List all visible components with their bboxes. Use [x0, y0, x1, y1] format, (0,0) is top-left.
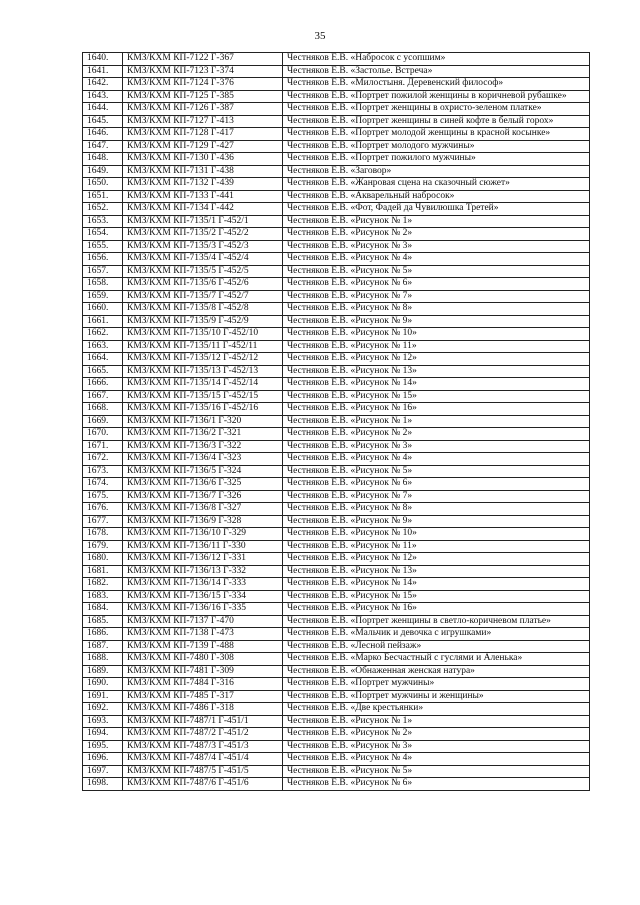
- row-number-cell: 1680.: [83, 553, 123, 566]
- table-row: [83, 703, 590, 716]
- row-number-cell: 1649.: [83, 165, 123, 178]
- row-number-cell: 1677.: [83, 515, 123, 528]
- artwork-title-cell: Честняков Е.В. «Рисунок № 4»: [283, 753, 590, 766]
- table-row: [83, 653, 590, 666]
- table-row: [83, 78, 590, 91]
- inventory-code-cell: КМЗ/КХМ КП-7487/1 Г-451/1: [123, 715, 283, 728]
- table-row: [83, 90, 590, 103]
- row-number-cell: 1662.: [83, 328, 123, 341]
- artwork-title-cell: Честняков Е.В. «Портрет молодого мужчины»: [283, 140, 590, 153]
- table-row: [83, 353, 590, 366]
- row-number-cell: 1647.: [83, 140, 123, 153]
- inventory-code-cell: КМЗ/КХМ КП-7136/13 Г-332: [123, 565, 283, 578]
- row-number-cell: 1658.: [83, 278, 123, 291]
- row-number-cell: 1650.: [83, 178, 123, 191]
- table-row: [83, 565, 590, 578]
- table-row: [83, 478, 590, 491]
- artwork-title-cell: Честняков Е.В. «Портрет женщины в охристо-зеленом платке»: [283, 103, 590, 116]
- table-row: [83, 128, 590, 141]
- table-row: [83, 665, 590, 678]
- artwork-title-cell: Честняков Е.В. «Рисунок № 13»: [283, 365, 590, 378]
- table-row: [83, 215, 590, 228]
- artwork-title-cell: Честняков Е.В. «Рисунок № 11»: [283, 540, 590, 553]
- inventory-code-cell: КМЗ/КХМ КП-7135/7 Г-452/7: [123, 290, 283, 303]
- artwork-title-cell: Честняков Е.В. «Рисунок № 4»: [283, 253, 590, 266]
- artwork-title-cell: Честняков Е.В. «Рисунок № 12»: [283, 553, 590, 566]
- table-row: [83, 740, 590, 753]
- table-row: [83, 190, 590, 203]
- row-number-cell: 1695.: [83, 740, 123, 753]
- artwork-title-cell: Честняков Е.В. «Обнаженная женская натура»: [283, 665, 590, 678]
- row-number-cell: 1671.: [83, 440, 123, 453]
- row-number-cell: 1676.: [83, 503, 123, 516]
- row-number-cell: 1698.: [83, 778, 123, 791]
- table-row: [83, 140, 590, 153]
- artwork-title-cell: Честняков Е.В. «Заговор»: [283, 165, 590, 178]
- table-row: [83, 728, 590, 741]
- row-number-cell: 1661.: [83, 315, 123, 328]
- artwork-title-cell: Честняков Е.В. «Рисунок № 14»: [283, 378, 590, 391]
- row-number-cell: 1664.: [83, 353, 123, 366]
- artwork-title-cell: Честняков Е.В. «Портрет мужчины»: [283, 678, 590, 691]
- inventory-code-cell: КМЗ/КХМ КП-7135/6 Г-452/6: [123, 278, 283, 291]
- artwork-title-cell: Честняков Е.В. «Рисунок № 7»: [283, 490, 590, 503]
- inventory-code-cell: КМЗ/КХМ КП-7126 Г-387: [123, 103, 283, 116]
- artwork-title-cell: Честняков Е.В. «Рисунок № 5»: [283, 465, 590, 478]
- artwork-title-cell: Честняков Е.В. «Рисунок № 1»: [283, 415, 590, 428]
- inventory-code-cell: КМЗ/КХМ КП-7123 Г-374: [123, 65, 283, 78]
- inventory-code-cell: КМЗ/КХМ КП-7128 Г-417: [123, 128, 283, 141]
- table-row: [83, 278, 590, 291]
- inventory-code-cell: КМЗ/КХМ КП-7127 Г-413: [123, 115, 283, 128]
- inventory-code-cell: КМЗ/КХМ КП-7487/3 Г-451/3: [123, 740, 283, 753]
- table-row: [83, 465, 590, 478]
- row-number-cell: 1653.: [83, 215, 123, 228]
- artwork-title-cell: Честняков Е.В. «Лесной пейзаж»: [283, 640, 590, 653]
- table-row: [83, 390, 590, 403]
- table-row: [83, 553, 590, 566]
- artwork-title-cell: Честняков Е.В. «Набросок с усопшим»: [283, 53, 590, 66]
- artwork-title-cell: Честняков Е.В. «Рисунок № 11»: [283, 340, 590, 353]
- table-row: [83, 453, 590, 466]
- row-number-cell: 1644.: [83, 103, 123, 116]
- artwork-title-cell: Честняков Е.В. «Две крестьянки»: [283, 703, 590, 716]
- row-number-cell: 1696.: [83, 753, 123, 766]
- row-number-cell: 1679.: [83, 540, 123, 553]
- row-number-cell: 1684.: [83, 603, 123, 616]
- artwork-title-cell: Честняков Е.В. «Рисунок № 15»: [283, 390, 590, 403]
- artwork-title-cell: Честняков Е.В. «Рисунок № 10»: [283, 328, 590, 341]
- artwork-title-cell: Честняков Е.В. «Портрет женщины в синей кофте в белый горох»: [283, 115, 590, 128]
- row-number-cell: 1675.: [83, 490, 123, 503]
- inventory-code-cell: КМЗ/КХМ КП-7133 Г-441: [123, 190, 283, 203]
- row-number-cell: 1683.: [83, 590, 123, 603]
- inventory-code-cell: КМЗ/КХМ КП-7136/7 Г-326: [123, 490, 283, 503]
- artwork-title-cell: Честняков Е.В. «Рисунок № 7»: [283, 290, 590, 303]
- row-number-cell: 1681.: [83, 565, 123, 578]
- inventory-code-cell: КМЗ/КХМ КП-7487/4 Г-451/4: [123, 753, 283, 766]
- table-row: [83, 528, 590, 541]
- artwork-title-cell: Честняков Е.В. «Марко Бесчастный с гуслями и Аленька»: [283, 653, 590, 666]
- table-row: [83, 615, 590, 628]
- artwork-title-cell: Честняков Е.В. «Рисунок № 2»: [283, 228, 590, 241]
- artwork-title-cell: Честняков Е.В. «Рисунок № 5»: [283, 265, 590, 278]
- row-number-cell: 1670.: [83, 428, 123, 441]
- inventory-code-cell: КМЗ/КХМ КП-7135/9 Г-452/9: [123, 315, 283, 328]
- table-row: [83, 715, 590, 728]
- artwork-title-cell: Честняков Е.В. «Рисунок № 9»: [283, 515, 590, 528]
- table-row: [83, 365, 590, 378]
- inventory-code-cell: КМЗ/КХМ КП-7125 Г-385: [123, 90, 283, 103]
- table-row: [83, 203, 590, 216]
- row-number-cell: 1645.: [83, 115, 123, 128]
- row-number-cell: 1651.: [83, 190, 123, 203]
- inventory-code-cell: КМЗ/КХМ КП-7135/5 Г-452/5: [123, 265, 283, 278]
- artwork-title-cell: Честняков Е.В. «Портрет пожилой женщины в коричневой рубашке»: [283, 90, 590, 103]
- table-row: [83, 53, 590, 66]
- artwork-title-cell: Честняков Е.В. «Рисунок № 3»: [283, 240, 590, 253]
- artwork-title-cell: Честняков Е.В. «Рисунок № 10»: [283, 528, 590, 541]
- artwork-title-cell: Честняков Е.В. «Рисунок № 4»: [283, 453, 590, 466]
- row-number-cell: 1692.: [83, 703, 123, 716]
- artwork-title-cell: Честняков Е.В. «Портрет молодой женщины в красной косынке»: [283, 128, 590, 141]
- inventory-code-cell: КМЗ/КХМ КП-7130 Г-436: [123, 153, 283, 166]
- table-row: [83, 690, 590, 703]
- artwork-title-cell: Честняков Е.В. «Жанровая сцена на сказочный сюжет»: [283, 178, 590, 191]
- inventory-code-cell: КМЗ/КХМ КП-7137 Г-470: [123, 615, 283, 628]
- inventory-code-cell: КМЗ/КХМ КП-7136/3 Г-322: [123, 440, 283, 453]
- row-number-cell: 1690.: [83, 678, 123, 691]
- row-number-cell: 1688.: [83, 653, 123, 666]
- inventory-code-cell: КМЗ/КХМ КП-7136/6 Г-325: [123, 478, 283, 491]
- table-row: [83, 415, 590, 428]
- artwork-title-cell: Честняков Е.В. «Рисунок № 5»: [283, 765, 590, 778]
- artwork-title-cell: Честняков Е.В. «Рисунок № 14»: [283, 578, 590, 591]
- table-row: [83, 303, 590, 316]
- table-row: [83, 603, 590, 616]
- registry-table: [82, 52, 590, 791]
- artwork-title-cell: Честняков Е.В. «Акварельный набросок»: [283, 190, 590, 203]
- artwork-title-cell: Честняков Е.В. «Рисунок № 16»: [283, 603, 590, 616]
- table-row: [83, 378, 590, 391]
- table-row: [83, 440, 590, 453]
- table-row: [83, 778, 590, 791]
- row-number-cell: 1648.: [83, 153, 123, 166]
- row-number-cell: 1659.: [83, 290, 123, 303]
- table-row: [83, 103, 590, 116]
- table-row: [83, 578, 590, 591]
- row-number-cell: 1655.: [83, 240, 123, 253]
- inventory-code-cell: КМЗ/КХМ КП-7135/1 Г-452/1: [123, 215, 283, 228]
- table-row: [83, 115, 590, 128]
- artwork-title-cell: Честняков Е.В. «Портрет женщины в светло-коричневом платье»: [283, 615, 590, 628]
- artwork-title-cell: Честняков Е.В. «Рисунок № 1»: [283, 215, 590, 228]
- inventory-code-cell: КМЗ/КХМ КП-7487/5 Г-451/5: [123, 765, 283, 778]
- inventory-code-cell: КМЗ/КХМ КП-7136/14 Г-333: [123, 578, 283, 591]
- row-number-cell: 1640.: [83, 53, 123, 66]
- row-number-cell: 1687.: [83, 640, 123, 653]
- table-row: [83, 265, 590, 278]
- artwork-title-cell: Честняков Е.В. «Застолье. Встреча»: [283, 65, 590, 78]
- table-row: [83, 315, 590, 328]
- inventory-code-cell: КМЗ/КХМ КП-7136/5 Г-324: [123, 465, 283, 478]
- artwork-title-cell: Честняков Е.В. «Рисунок № 3»: [283, 740, 590, 753]
- row-number-cell: 1669.: [83, 415, 123, 428]
- row-number-cell: 1682.: [83, 578, 123, 591]
- table-row: [83, 228, 590, 241]
- inventory-code-cell: КМЗ/КХМ КП-7484 Г-316: [123, 678, 283, 691]
- row-number-cell: 1672.: [83, 453, 123, 466]
- inventory-code-cell: КМЗ/КХМ КП-7131 Г-438: [123, 165, 283, 178]
- table-row: [83, 678, 590, 691]
- table-row: [83, 590, 590, 603]
- row-number-cell: 1674.: [83, 478, 123, 491]
- inventory-code-cell: КМЗ/КХМ КП-7132 Г-439: [123, 178, 283, 191]
- artwork-title-cell: Честняков Е.В. «Рисунок № 2»: [283, 428, 590, 441]
- row-number-cell: 1697.: [83, 765, 123, 778]
- artwork-title-cell: Честняков Е.В. «Рисунок № 12»: [283, 353, 590, 366]
- table-row: [83, 65, 590, 78]
- inventory-code-cell: КМЗ/КХМ КП-7135/4 Г-452/4: [123, 253, 283, 266]
- artwork-title-cell: Честняков Е.В. «Фот, Фадей да Чувилюшка Третей»: [283, 203, 590, 216]
- table-row: [83, 490, 590, 503]
- table-row: [83, 753, 590, 766]
- inventory-code-cell: КМЗ/КХМ КП-7136/9 Г-328: [123, 515, 283, 528]
- inventory-code-cell: КМЗ/КХМ КП-7135/8 Г-452/8: [123, 303, 283, 316]
- inventory-code-cell: КМЗ/КХМ КП-7135/16 Г-452/16: [123, 403, 283, 416]
- inventory-code-cell: КМЗ/КХМ КП-7135/2 Г-452/2: [123, 228, 283, 241]
- inventory-code-cell: КМЗ/КХМ КП-7135/11 Г-452/11: [123, 340, 283, 353]
- inventory-code-cell: КМЗ/КХМ КП-7487/6 Г-451/6: [123, 778, 283, 791]
- artwork-title-cell: Честняков Е.В. «Рисунок № 8»: [283, 303, 590, 316]
- table-row: [83, 178, 590, 191]
- inventory-code-cell: КМЗ/КХМ КП-7135/10 Г-452/10: [123, 328, 283, 341]
- row-number-cell: 1642.: [83, 78, 123, 91]
- inventory-code-cell: КМЗ/КХМ КП-7136/1 Г-320: [123, 415, 283, 428]
- artwork-title-cell: Честняков Е.В. «Рисунок № 6»: [283, 778, 590, 791]
- artwork-title-cell: Честняков Е.В. «Рисунок № 9»: [283, 315, 590, 328]
- inventory-code-cell: КМЗ/КХМ КП-7481 Г-309: [123, 665, 283, 678]
- row-number-cell: 1646.: [83, 128, 123, 141]
- row-number-cell: 1641.: [83, 65, 123, 78]
- row-number-cell: 1678.: [83, 528, 123, 541]
- inventory-code-cell: КМЗ/КХМ КП-7136/8 Г-327: [123, 503, 283, 516]
- artwork-title-cell: Честняков Е.В. «Портрет мужчины и женщины»: [283, 690, 590, 703]
- row-number-cell: 1666.: [83, 378, 123, 391]
- row-number-cell: 1689.: [83, 665, 123, 678]
- row-number-cell: 1643.: [83, 90, 123, 103]
- inventory-code-cell: КМЗ/КХМ КП-7124 Г-376: [123, 78, 283, 91]
- inventory-code-cell: КМЗ/КХМ КП-7136/12 Г-331: [123, 553, 283, 566]
- table-row: [83, 240, 590, 253]
- table-row: [83, 428, 590, 441]
- table-row: [83, 253, 590, 266]
- inventory-code-cell: КМЗ/КХМ КП-7136/11 Г-330: [123, 540, 283, 553]
- row-number-cell: 1652.: [83, 203, 123, 216]
- table-row: [83, 540, 590, 553]
- artwork-title-cell: Честняков Е.В. «Рисунок № 1»: [283, 715, 590, 728]
- row-number-cell: 1685.: [83, 615, 123, 628]
- table-row: [83, 290, 590, 303]
- table-row: [83, 765, 590, 778]
- inventory-code-cell: КМЗ/КХМ КП-7480 Г-308: [123, 653, 283, 666]
- row-number-cell: 1660.: [83, 303, 123, 316]
- artwork-title-cell: Честняков Е.В. «Рисунок № 6»: [283, 478, 590, 491]
- row-number-cell: 1673.: [83, 465, 123, 478]
- inventory-code-cell: КМЗ/КХМ КП-7134 Г-442: [123, 203, 283, 216]
- row-number-cell: 1656.: [83, 253, 123, 266]
- artwork-title-cell: Честняков Е.В. «Рисунок № 16»: [283, 403, 590, 416]
- row-number-cell: 1665.: [83, 365, 123, 378]
- table-row: [83, 503, 590, 516]
- row-number-cell: 1667.: [83, 390, 123, 403]
- table-row: [83, 340, 590, 353]
- inventory-code-cell: КМЗ/КХМ КП-7136/10 Г-329: [123, 528, 283, 541]
- inventory-code-cell: КМЗ/КХМ КП-7139 Г-488: [123, 640, 283, 653]
- row-number-cell: 1694.: [83, 728, 123, 741]
- inventory-code-cell: КМЗ/КХМ КП-7122 Г-367: [123, 53, 283, 66]
- inventory-code-cell: КМЗ/КХМ КП-7135/12 Г-452/12: [123, 353, 283, 366]
- artwork-title-cell: Честняков Е.В. «Рисунок № 3»: [283, 440, 590, 453]
- inventory-code-cell: КМЗ/КХМ КП-7136/16 Г-335: [123, 603, 283, 616]
- inventory-code-cell: КМЗ/КХМ КП-7135/14 Г-452/14: [123, 378, 283, 391]
- row-number-cell: 1668.: [83, 403, 123, 416]
- artwork-title-cell: Честняков Е.В. «Рисунок № 2»: [283, 728, 590, 741]
- row-number-cell: 1686.: [83, 628, 123, 641]
- inventory-code-cell: КМЗ/КХМ КП-7135/13 Г-452/13: [123, 365, 283, 378]
- artwork-title-cell: Честняков Е.В. «Рисунок № 6»: [283, 278, 590, 291]
- row-number-cell: 1693.: [83, 715, 123, 728]
- row-number-cell: 1663.: [83, 340, 123, 353]
- artwork-title-cell: Честняков Е.В. «Милостыня. Деревенский философ»: [283, 78, 590, 91]
- inventory-code-cell: КМЗ/КХМ КП-7487/2 Г-451/2: [123, 728, 283, 741]
- artwork-title-cell: Честняков Е.В. «Портрет пожилого мужчины»: [283, 153, 590, 166]
- table-row: [83, 165, 590, 178]
- registry-table-body: [83, 53, 590, 791]
- inventory-code-cell: КМЗ/КХМ КП-7486 Г-318: [123, 703, 283, 716]
- inventory-code-cell: КМЗ/КХМ КП-7485 Г-317: [123, 690, 283, 703]
- inventory-code-cell: КМЗ/КХМ КП-7136/2 Г-321: [123, 428, 283, 441]
- table-row: [83, 328, 590, 341]
- artwork-title-cell: Честняков Е.В. «Мальчик и девочка с игрушками»: [283, 628, 590, 641]
- row-number-cell: 1657.: [83, 265, 123, 278]
- table-row: [83, 628, 590, 641]
- inventory-code-cell: КМЗ/КХМ КП-7135/15 Г-452/15: [123, 390, 283, 403]
- inventory-code-cell: КМЗ/КХМ КП-7135/3 Г-452/3: [123, 240, 283, 253]
- artwork-title-cell: Честняков Е.В. «Рисунок № 8»: [283, 503, 590, 516]
- table-row: [83, 640, 590, 653]
- page-number: 35: [314, 30, 326, 42]
- artwork-title-cell: Честняков Е.В. «Рисунок № 13»: [283, 565, 590, 578]
- inventory-code-cell: КМЗ/КХМ КП-7138 Г-473: [123, 628, 283, 641]
- inventory-code-cell: КМЗ/КХМ КП-7129 Г-427: [123, 140, 283, 153]
- table-row: [83, 153, 590, 166]
- row-number-cell: 1654.: [83, 228, 123, 241]
- inventory-code-cell: КМЗ/КХМ КП-7136/4 Г-323: [123, 453, 283, 466]
- row-number-cell: 1691.: [83, 690, 123, 703]
- table-row: [83, 515, 590, 528]
- inventory-code-cell: КМЗ/КХМ КП-7136/15 Г-334: [123, 590, 283, 603]
- artwork-title-cell: Честняков Е.В. «Рисунок № 15»: [283, 590, 590, 603]
- table-row: [83, 403, 590, 416]
